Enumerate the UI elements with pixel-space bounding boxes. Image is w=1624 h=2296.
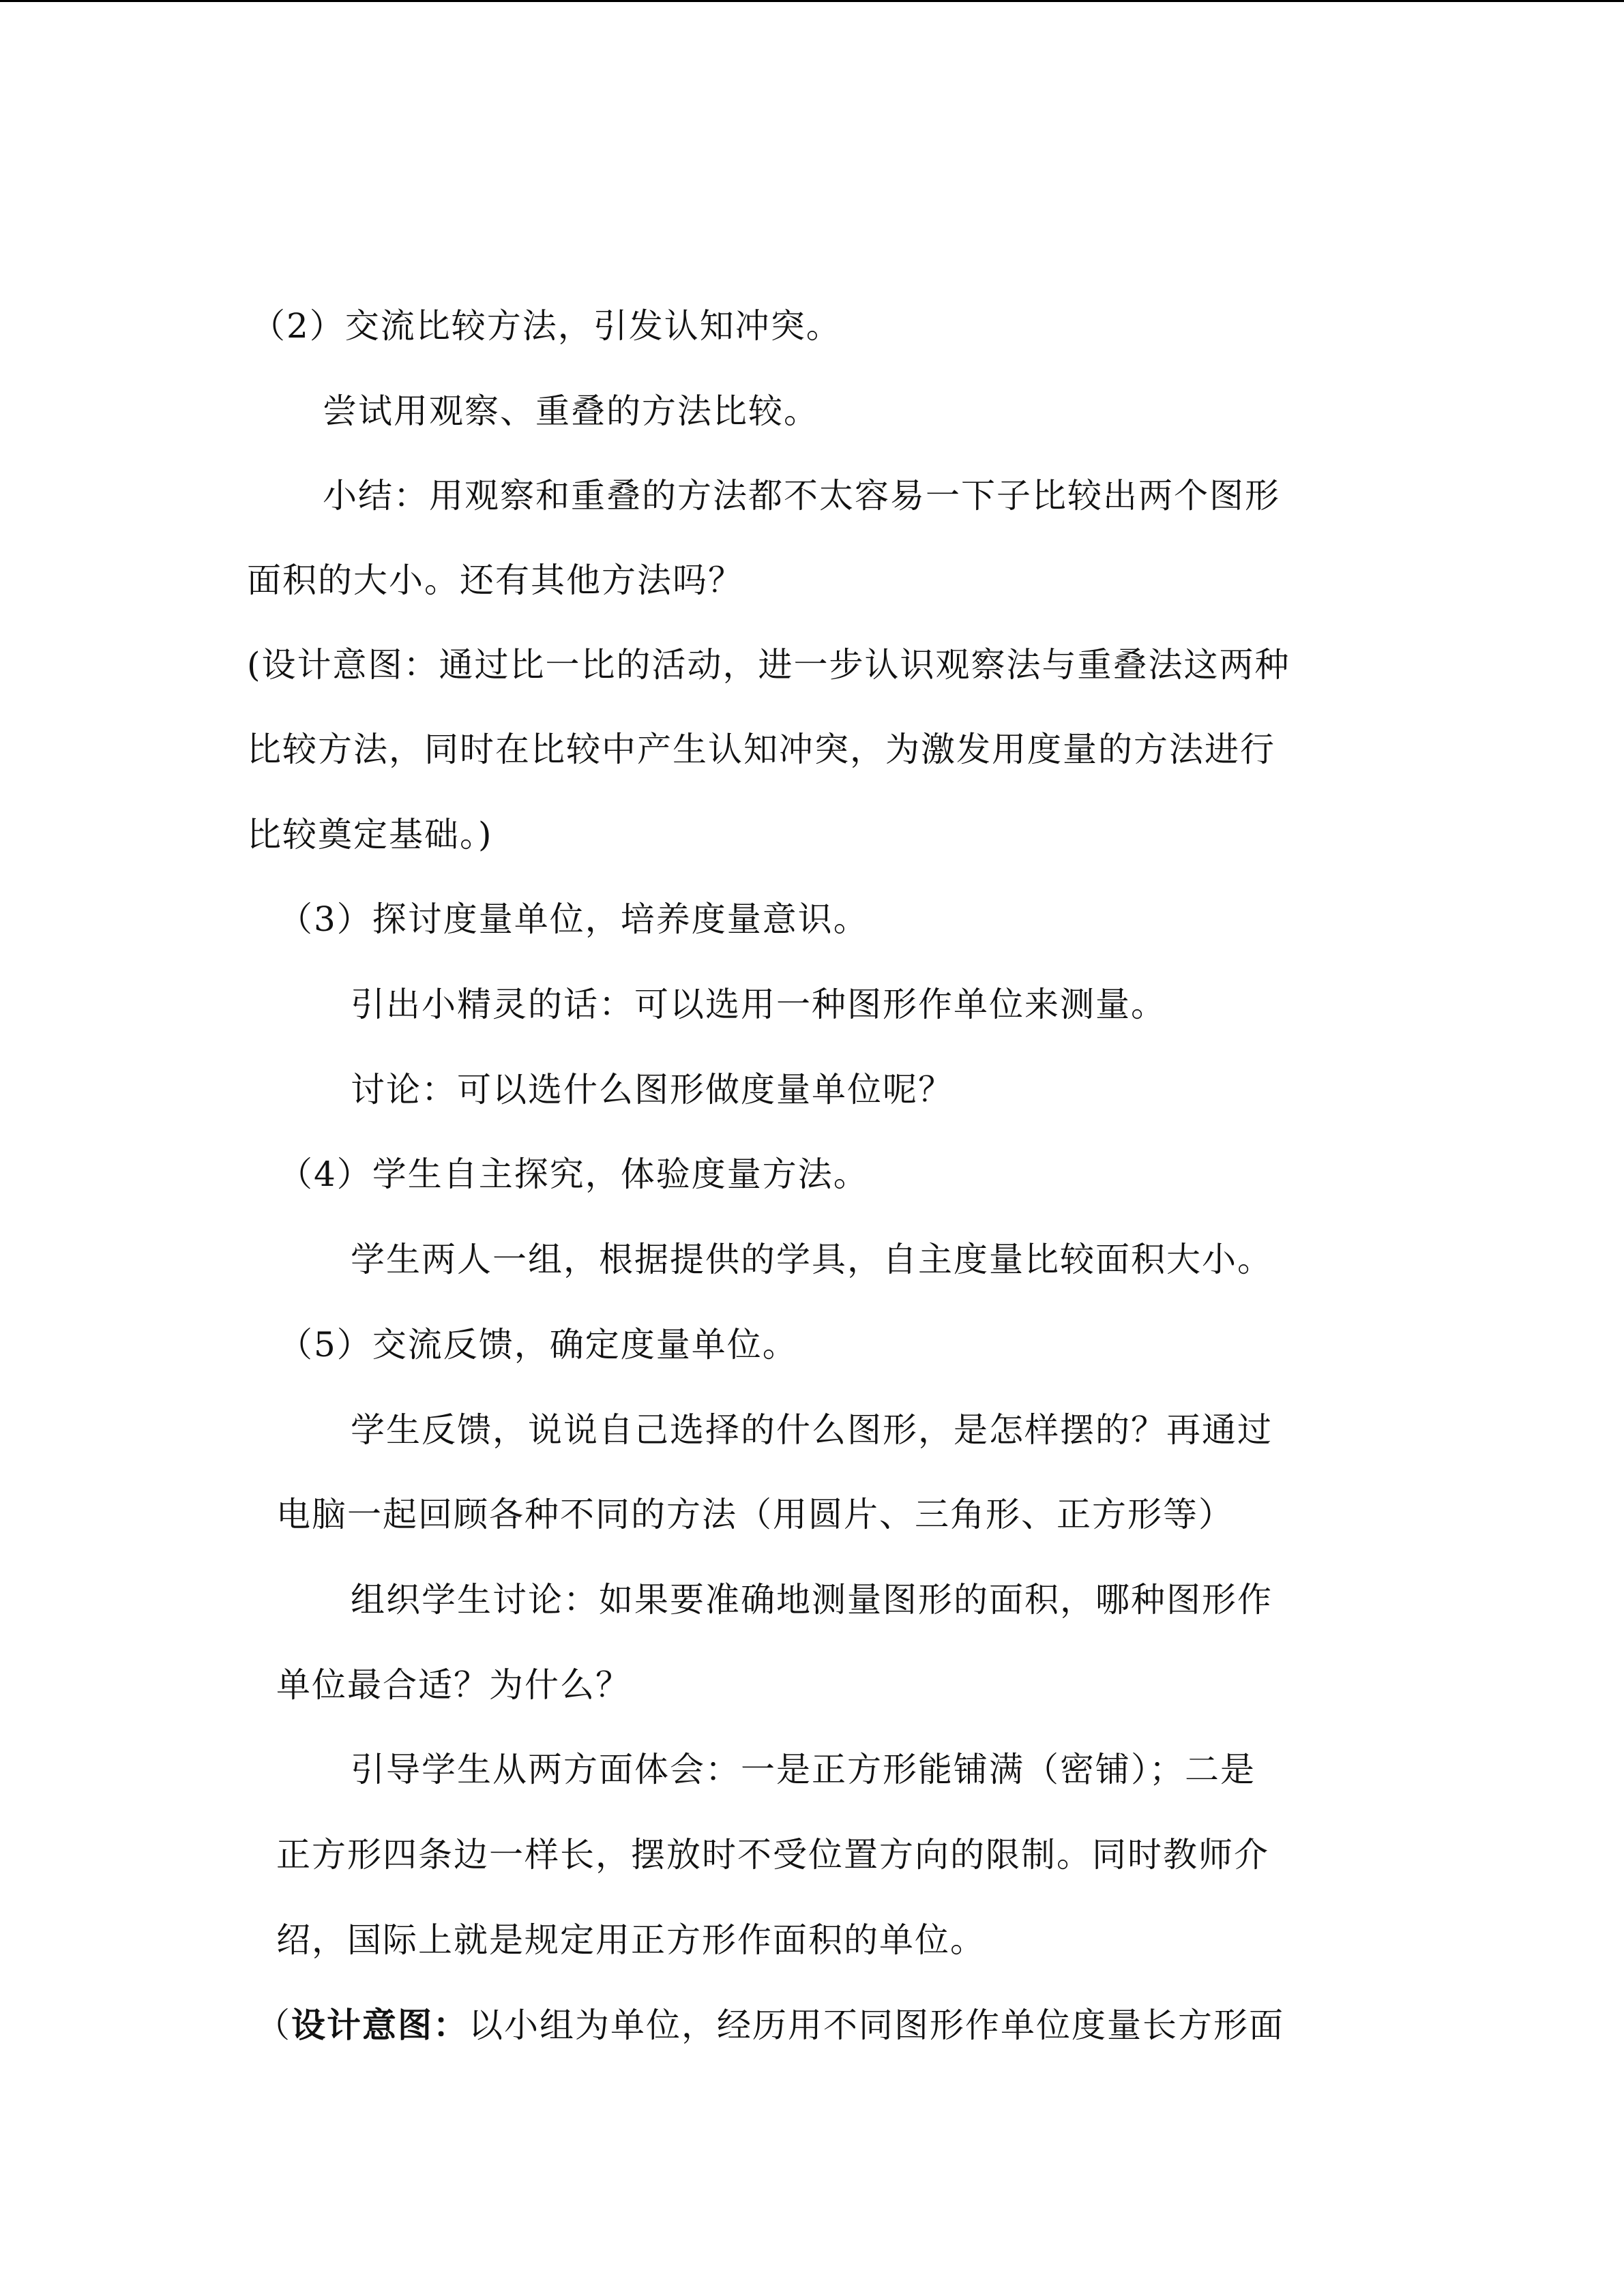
text-line-6: 比较方法，同时在比较中产生认知冲突，为激发用度量的方法进行 xyxy=(247,730,1275,769)
text-line-10: 讨论：可以选什么图形做度量单位呢？ xyxy=(351,1070,954,1109)
text-line-19: 正方形四条边一样长，摆放时不受位置方向的限制。同时教师介 xyxy=(276,1835,1269,1875)
text-line-8: （3）探讨度量单位，培养度量意识。 xyxy=(278,899,869,939)
text-line-13: （5）交流反馈，确定度量单位。 xyxy=(278,1325,798,1365)
text-line-15: 电脑一起回顾各种不同的方法（用圆片、三角形、正方形等） xyxy=(276,1495,1234,1534)
text-line-11: （4）学生自主探究，体验度量方法。 xyxy=(278,1154,869,1194)
text-line-2: 尝试用观察、重叠的方法比较。 xyxy=(323,391,819,431)
design-intent-label: 设计意图： xyxy=(291,2005,469,2045)
text-line-9: 引出小精灵的话：可以选用一种图形作单位来测量。 xyxy=(351,985,1166,1024)
text-line-1: （2）交流比较方法，引发认知冲突。 xyxy=(251,306,842,346)
text-line-3: 小结：用观察和重叠的方法都不太容易一下子比较出两个图形 xyxy=(323,476,1280,516)
text-line-5: (设计意图：通过比一比的活动，进一步认识观察法与重叠法这两种 xyxy=(247,645,1290,685)
design-intent-text: 以小组为单位，经历用不同图形作单位度量长方形面 xyxy=(469,2006,1284,2045)
text-line-21 xyxy=(256,2005,1284,2046)
open-paren: （ xyxy=(256,2006,291,2045)
text-line-14: 学生反馈，说说自己选择的什么图形，是怎样摆的？再通过 xyxy=(351,1410,1273,1450)
text-line-4: 面积的大小。还有其他方法吗？ xyxy=(247,561,743,600)
text-line-7: 比较奠定基础。) xyxy=(247,815,493,854)
text-line-18: 引导学生从两方面体会：一是正方形能铺满（密铺）；二是 xyxy=(351,1750,1256,1789)
text-line-20: 绍，国际上就是规定用正方形作面积的单位。 xyxy=(276,1920,986,1960)
text-line-16: 组织学生讨论：如果要准确地测量图形的面积，哪种图形作 xyxy=(351,1580,1273,1620)
text-line-17: 单位最合适？为什么？ xyxy=(276,1665,631,1705)
text-line-12: 学生两人一组，根据提供的学具，自主度量比较面积大小。 xyxy=(351,1240,1273,1279)
